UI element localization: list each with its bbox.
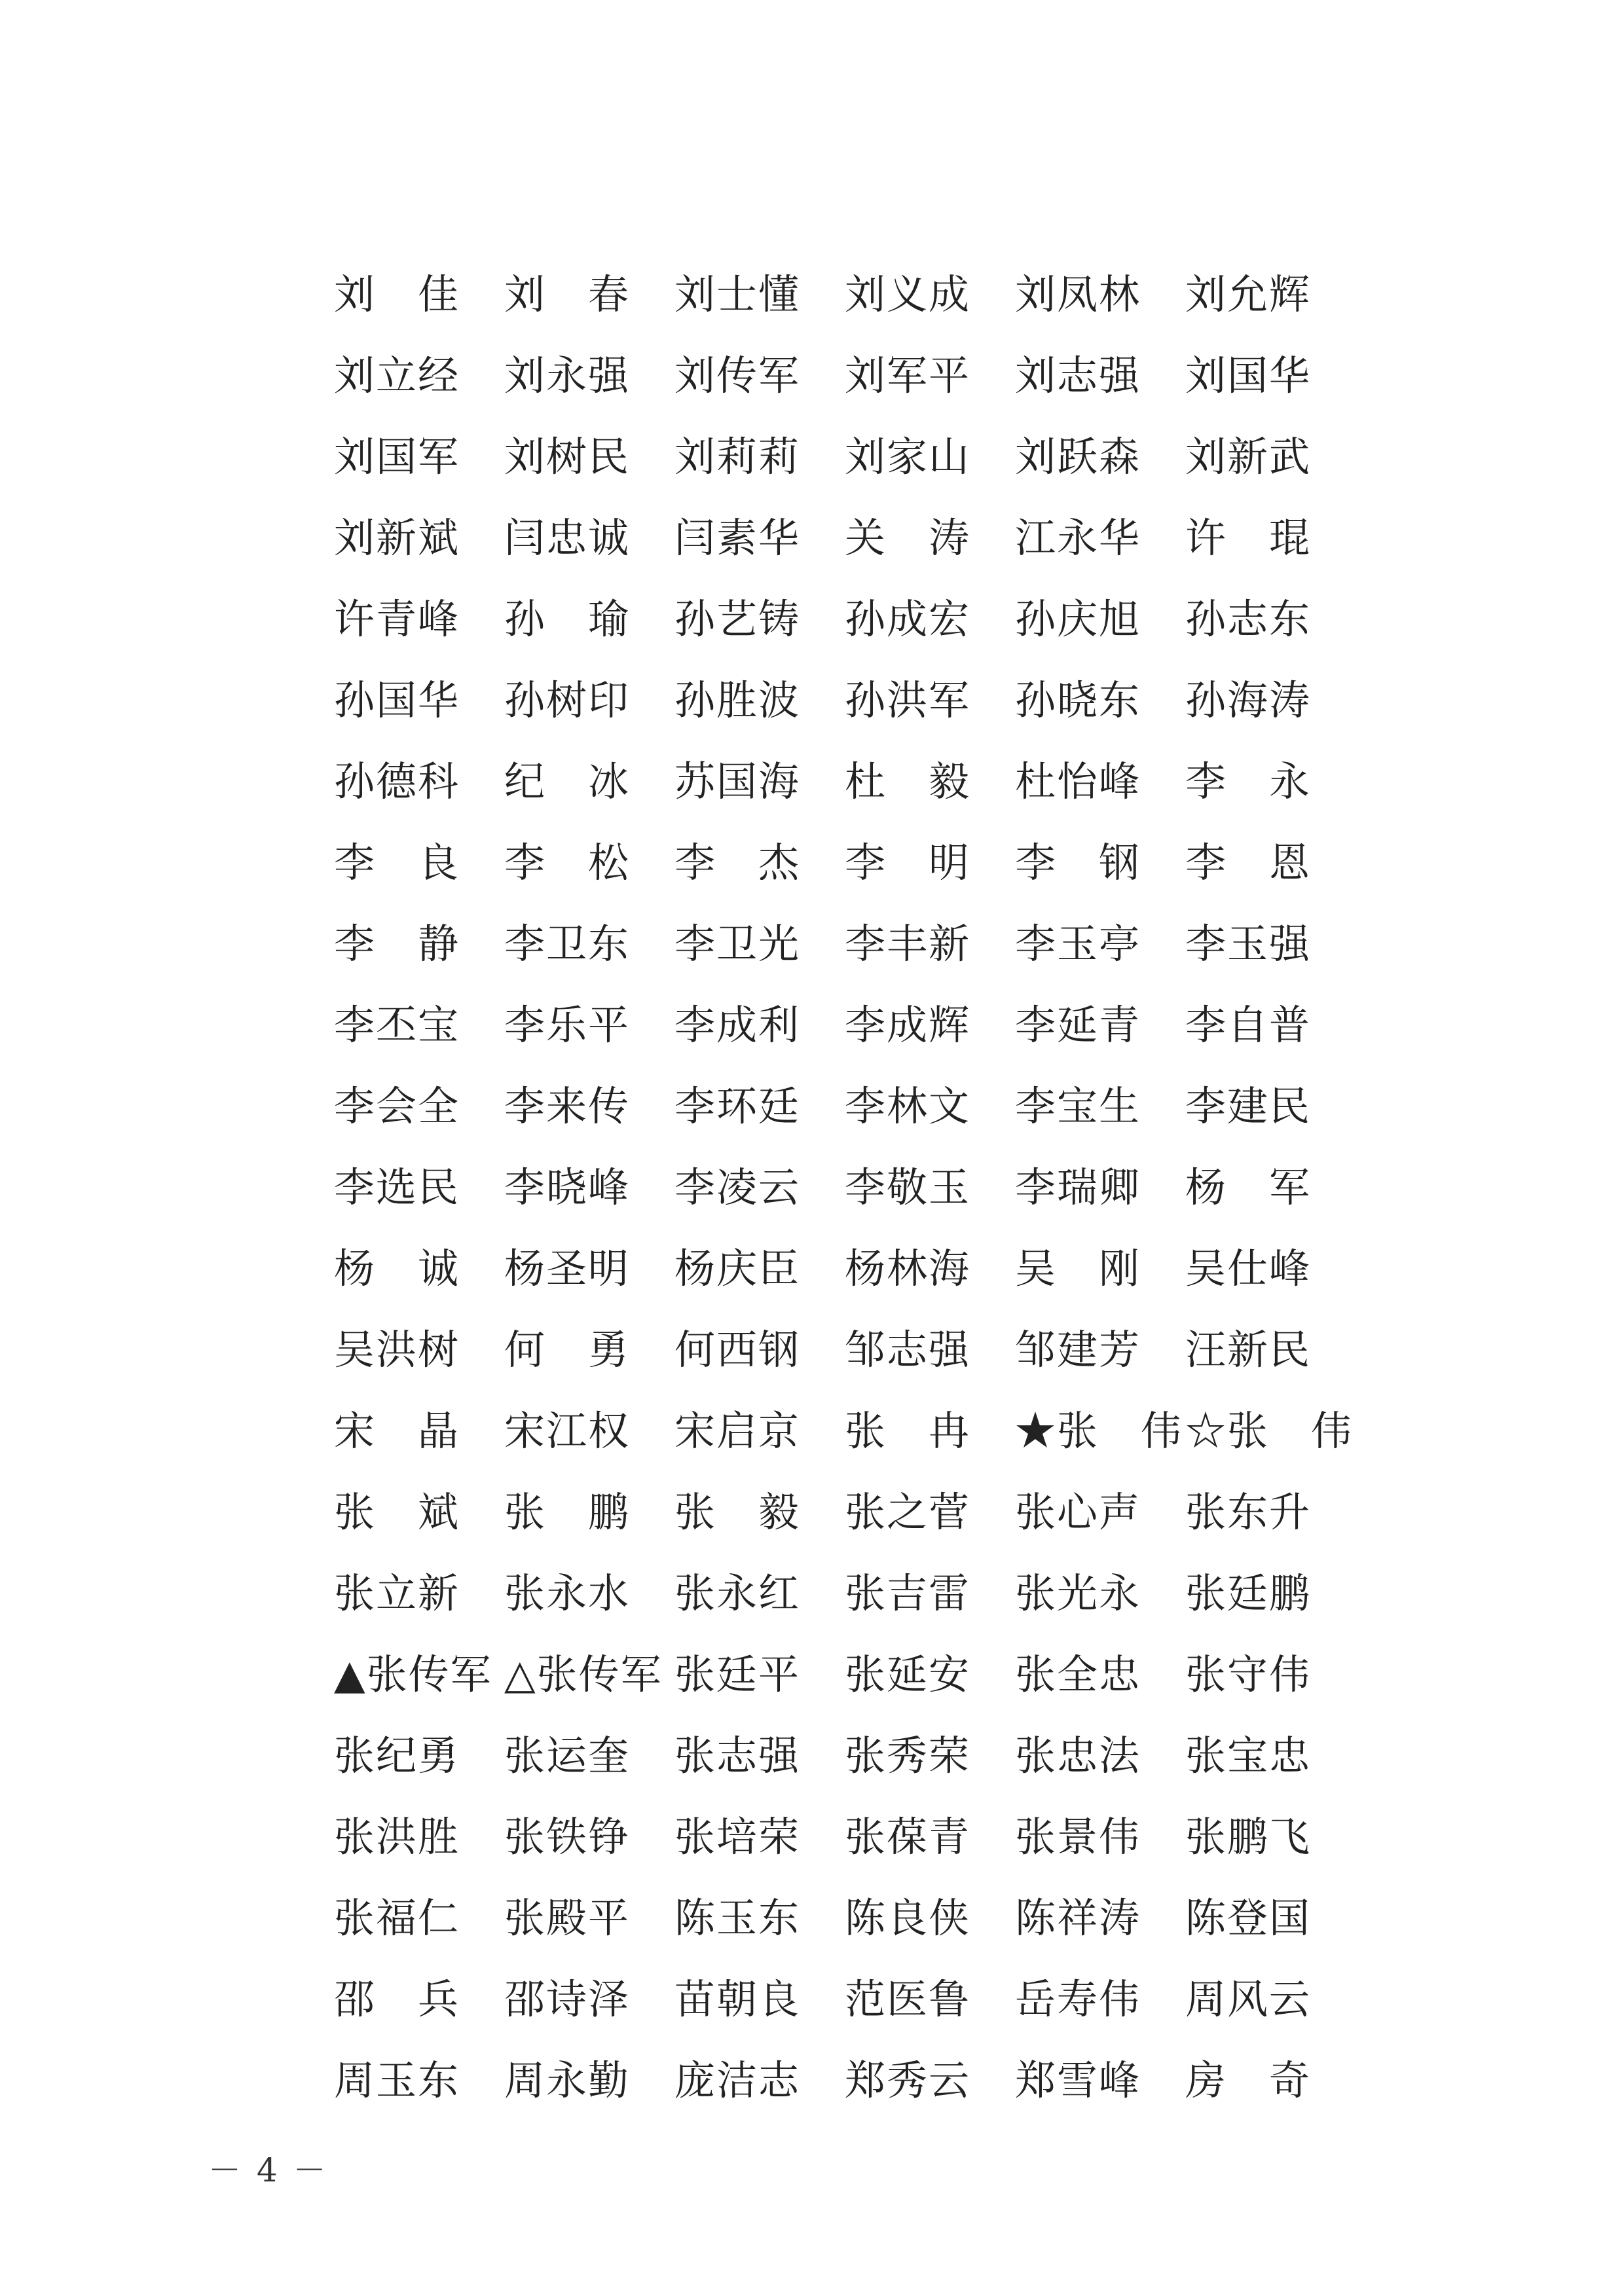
- name-entry: 苗朝良: [674, 1975, 801, 2023]
- name-entry: 杜 毅: [845, 757, 971, 805]
- name-entry: 杜怡峰: [1015, 757, 1141, 805]
- name-entry: 张全忠: [1015, 1650, 1141, 1698]
- name-entry: 孙晓东: [1015, 676, 1141, 724]
- name-entry: 李林文: [845, 1082, 971, 1130]
- name-entry: 孙艺铸: [674, 595, 801, 643]
- name-entry: 张运奎: [504, 1732, 631, 1779]
- name-entry: 吴 刚: [1015, 1245, 1141, 1292]
- name-entry: 周玉东: [334, 2056, 460, 2104]
- name-entry: 李晓峰: [504, 1163, 631, 1211]
- name-entry: 宋江权: [504, 1407, 631, 1455]
- name-entry: 杨 诚: [334, 1245, 460, 1292]
- name-entry: 许青峰: [334, 595, 460, 643]
- name-entry: 张景伟: [1015, 1813, 1141, 1861]
- name-entry: 纪 冰: [504, 757, 631, 805]
- name-entry: 邵 兵: [334, 1975, 460, 2023]
- name-entry: 汪新民: [1185, 1326, 1312, 1374]
- name-entry: 刘新武: [1185, 433, 1312, 481]
- name-entry: 陈良侠: [845, 1894, 971, 1942]
- name-entry: 李 杰: [674, 839, 801, 886]
- name-entry: 吴洪树: [334, 1326, 460, 1374]
- name-entry: 张宝忠: [1185, 1732, 1312, 1779]
- name-entry: 刘允辉: [1185, 270, 1312, 318]
- name-list: [334, 254, 1356, 2121]
- name-entry: 刘莉莉: [674, 433, 801, 481]
- name-entry: 李环廷: [674, 1082, 801, 1130]
- name-entry: 孙海涛: [1185, 676, 1312, 724]
- name-entry: 刘立经: [334, 352, 460, 399]
- name-entry: 李卫光: [674, 920, 801, 968]
- name-entry: 邹建芳: [1015, 1326, 1141, 1374]
- name-entry: 李 永: [1185, 757, 1312, 805]
- name-entry: 李 钢: [1015, 839, 1141, 886]
- name-entry: 张纪勇: [334, 1732, 460, 1779]
- name-entry: 张心声: [1015, 1488, 1141, 1536]
- name-entry: 李建民: [1185, 1082, 1312, 1130]
- name-entry: 邵诗泽: [504, 1975, 631, 2023]
- page-number: － 4 －: [208, 2151, 329, 2189]
- name-entry: 刘国军: [334, 433, 460, 481]
- name-entry: 张福仁: [334, 1894, 460, 1942]
- name-entry: 刘军平: [845, 352, 971, 399]
- name-entry: 许 琨: [1185, 514, 1312, 562]
- name-entry: 何 勇: [504, 1326, 631, 1374]
- name-entry: 江永华: [1015, 514, 1141, 562]
- name-entry: 刘国华: [1185, 352, 1312, 399]
- name-entry: 刘士懂: [674, 270, 801, 318]
- name-entry: 宋 晶: [334, 1407, 460, 1455]
- name-entry: 张之菅: [845, 1488, 971, 1536]
- name-entry: 杨庆臣: [674, 1245, 801, 1292]
- name-entry: 张延安: [845, 1650, 971, 1698]
- name-entry: 李凌云: [674, 1163, 801, 1211]
- name-entry: 张廷鹏: [1185, 1569, 1312, 1617]
- name-entry: ☆张 伟: [1185, 1407, 1354, 1455]
- name-entry: 李会全: [334, 1082, 460, 1130]
- name-entry: 刘传军: [674, 352, 801, 399]
- name-entry: 杨圣明: [504, 1245, 631, 1292]
- name-entry: ★张 伟: [1015, 1407, 1183, 1455]
- name-entry: 张 冉: [845, 1407, 971, 1455]
- name-entry: 闫忠诚: [504, 514, 631, 562]
- name-entry: 刘义成: [845, 270, 971, 318]
- name-entry: 杨 军: [1185, 1163, 1312, 1211]
- name-entry: 陈玉东: [674, 1894, 801, 1942]
- name-entry: 刘跃森: [1015, 433, 1141, 481]
- name-entry: 李玉亭: [1015, 920, 1141, 968]
- name-entry: 刘凤林: [1015, 270, 1141, 318]
- name-entry: 孙国华: [334, 676, 460, 724]
- name-entry: 刘家山: [845, 433, 971, 481]
- name-entry: 张 斌: [334, 1488, 460, 1536]
- name-entry: 孙成宏: [845, 595, 971, 643]
- name-entry: 李敬玉: [845, 1163, 971, 1211]
- name-entry: 张殿平: [504, 1894, 631, 1942]
- name-entry: 张守伟: [1185, 1650, 1312, 1698]
- name-entry: 李成利: [674, 1001, 801, 1049]
- name-entry: 李来传: [504, 1082, 631, 1130]
- name-entry: ▲张传军: [334, 1650, 492, 1698]
- name-entry: 张廷平: [674, 1650, 801, 1698]
- name-entry: 李卫东: [504, 920, 631, 968]
- name-entry: 张鹏飞: [1185, 1813, 1312, 1861]
- name-entry: 孙 瑜: [504, 595, 631, 643]
- name-entry: 周风云: [1185, 1975, 1312, 2023]
- name-entry: 张东升: [1185, 1488, 1312, 1536]
- name-entry: 张永红: [674, 1569, 801, 1617]
- name-entry: 郑秀云: [845, 2056, 971, 2104]
- name-entry: 陈祥涛: [1015, 1894, 1141, 1942]
- name-entry: 张铁铮: [504, 1813, 631, 1861]
- name-entry: 刘永强: [504, 352, 631, 399]
- name-entry: 苏国海: [674, 757, 801, 805]
- name-entry: 李自普: [1185, 1001, 1312, 1049]
- name-entry: 邹志强: [845, 1326, 971, 1374]
- name-entry: 张永水: [504, 1569, 631, 1617]
- name-entry: 李 恩: [1185, 839, 1312, 886]
- name-entry: 张 毅: [674, 1488, 801, 1536]
- name-entry: 张葆青: [845, 1813, 971, 1861]
- name-entry: 孙德科: [334, 757, 460, 805]
- name-entry: 闫素华: [674, 514, 801, 562]
- name-entry: 岳寿伟: [1015, 1975, 1141, 2023]
- name-entry: 张立新: [334, 1569, 460, 1617]
- name-entry: 刘 佳: [334, 270, 460, 318]
- name-entry: 张光永: [1015, 1569, 1141, 1617]
- name-entry: 李成辉: [845, 1001, 971, 1049]
- name-entry: 关 涛: [845, 514, 971, 562]
- name-entry: 孙树印: [504, 676, 631, 724]
- name-entry: 张吉雷: [845, 1569, 971, 1617]
- name-entry: 李瑞卿: [1015, 1163, 1141, 1211]
- name-entry: 张培荣: [674, 1813, 801, 1861]
- name-entry: 刘新斌: [334, 514, 460, 562]
- name-entry: 孙洪军: [845, 676, 971, 724]
- name-entry: 李 明: [845, 839, 971, 886]
- name-entry: 刘 春: [504, 270, 631, 318]
- name-entry: 李 静: [334, 920, 460, 968]
- name-entry: 何西钢: [674, 1326, 801, 1374]
- name-entry: 李宝生: [1015, 1082, 1141, 1130]
- name-entry: 张 鹏: [504, 1488, 631, 1536]
- name-entry: 周永勤: [504, 2056, 631, 2104]
- name-entry: △张传军: [504, 1650, 663, 1698]
- name-entry: 刘志强: [1015, 352, 1141, 399]
- name-entry: 房 奇: [1185, 2056, 1312, 2104]
- name-entry: 郑雪峰: [1015, 2056, 1141, 2104]
- name-entry: 李延青: [1015, 1001, 1141, 1049]
- name-entry: 李丕宝: [334, 1001, 460, 1049]
- name-entry: 庞洁志: [674, 2056, 801, 2104]
- name-entry: 刘树民: [504, 433, 631, 481]
- name-entry: 孙庆旭: [1015, 595, 1141, 643]
- name-entry: 李 松: [504, 839, 631, 886]
- name-entry: 李玉强: [1185, 920, 1312, 968]
- name-entry: 张志强: [674, 1732, 801, 1779]
- name-entry: 宋启京: [674, 1407, 801, 1455]
- name-entry: 张忠法: [1015, 1732, 1141, 1779]
- name-entry: 李丰新: [845, 920, 971, 968]
- name-entry: 范医鲁: [845, 1975, 971, 2023]
- name-entry: 陈登国: [1185, 1894, 1312, 1942]
- name-entry: 孙胜波: [674, 676, 801, 724]
- name-entry: 李选民: [334, 1163, 460, 1211]
- name-entry: 张秀荣: [845, 1732, 971, 1779]
- name-entry: 孙志东: [1185, 595, 1312, 643]
- name-entry: 杨林海: [845, 1245, 971, 1292]
- name-entry: 李 良: [334, 839, 460, 886]
- name-entry: 李乐平: [504, 1001, 631, 1049]
- name-entry: 吴仕峰: [1185, 1245, 1312, 1292]
- name-entry: 张洪胜: [334, 1813, 460, 1861]
